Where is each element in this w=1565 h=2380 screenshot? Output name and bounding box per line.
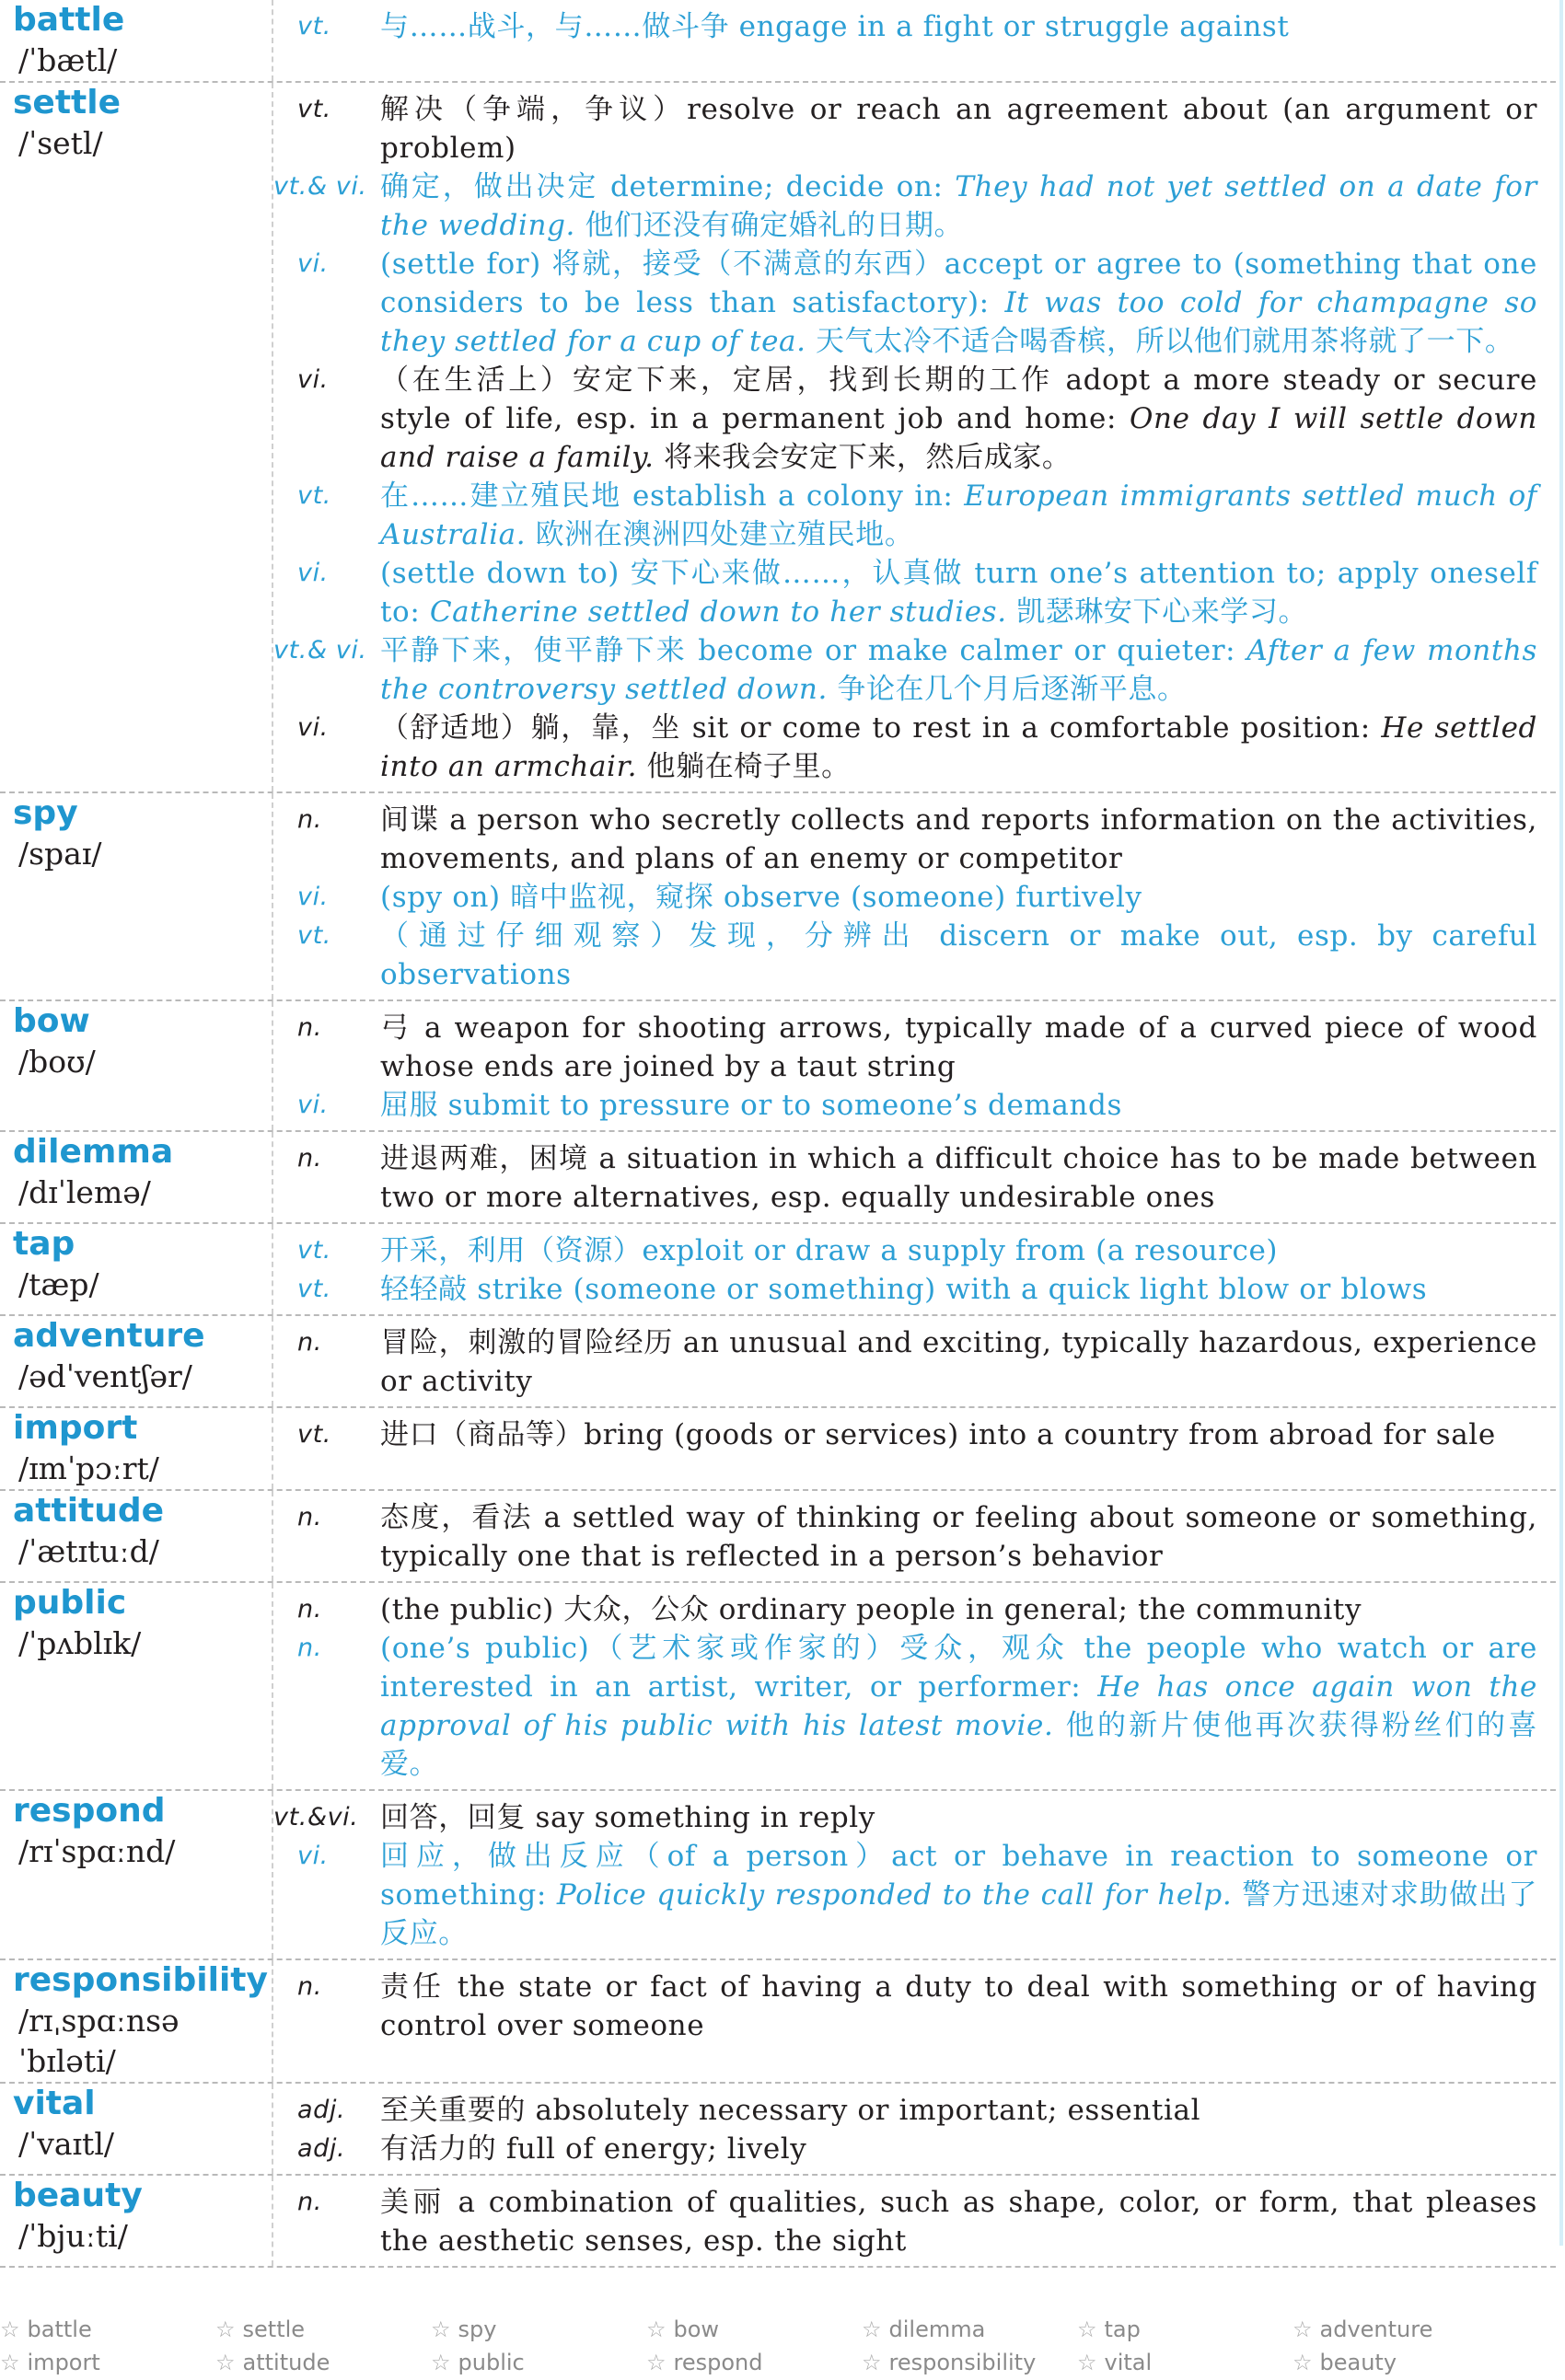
example-sentence: After a few months the controversy settled down. xyxy=(380,634,1537,706)
entry-vital xyxy=(0,2084,1556,2176)
part-of-speech: vt. xyxy=(297,1275,331,1303)
definition xyxy=(380,90,1537,168)
definition-text: 他的新片使他再次获得粉丝们的喜爱。 xyxy=(380,1709,1537,1781)
definition xyxy=(380,477,1537,554)
definition-text: (the public) 大众，公众 ordinary people in general; the community xyxy=(380,1593,1362,1626)
part-of-speech: vt. xyxy=(297,921,331,950)
definition xyxy=(380,1270,1537,1309)
definition-text: (spy on) 暗中监视，窥探 observe (someone) furtively xyxy=(380,881,1142,914)
definition-text: 屈服 submit to pressure or to someone’s demands xyxy=(380,1089,1122,1122)
star-icon: ☆ xyxy=(646,2350,667,2375)
entry-settle xyxy=(0,83,1556,793)
review-word-label: bow xyxy=(673,2316,720,2342)
sense-row xyxy=(273,1968,1537,2045)
definition-text: 有活力的 full of energy; lively xyxy=(380,2132,807,2166)
review-word-responsibility xyxy=(862,2348,1077,2377)
definition-text: 在……建立殖民地 establish a colony in: xyxy=(380,479,965,513)
definition xyxy=(380,801,1537,878)
review-word-label: tap xyxy=(1104,2316,1141,2342)
definition xyxy=(380,1415,1537,1454)
part-of-speech: vi. xyxy=(297,883,329,911)
star-icon: ☆ xyxy=(1077,2316,1097,2342)
definition xyxy=(380,168,1537,245)
sense-row xyxy=(273,245,1537,361)
sense-row xyxy=(273,477,1537,554)
definition xyxy=(380,2091,1537,2130)
part-of-speech: n. xyxy=(297,1595,322,1623)
example-sentence: It was too cold for champagne so they settled for a cup of tea. xyxy=(380,286,1537,358)
phonetic: /ɪmˈpɔːrt/ xyxy=(18,1450,159,1486)
review-word-public xyxy=(431,2348,646,2377)
definition-text: 欧洲在澳洲四处建立殖民地。 xyxy=(526,518,914,551)
review-word-bow xyxy=(646,2315,862,2344)
sense-list xyxy=(273,1224,1556,1314)
page-edge-rule xyxy=(1559,0,1563,2246)
sense-list xyxy=(273,1316,1556,1406)
part-of-speech: vt. xyxy=(297,481,331,510)
phonetic: /rɪˈspɑːnd/ xyxy=(18,1833,176,1869)
review-word-label: vital xyxy=(1104,2350,1153,2375)
definition xyxy=(380,1231,1537,1270)
definition-text: 平静下来，使平静下来 become or make calmer or quieter: xyxy=(380,634,1247,667)
headword: dilemma xyxy=(13,1133,174,1171)
part-of-speech: n. xyxy=(297,2188,322,2216)
definition-text: 美丽 a combination of qualities, such as shape, color, or form, that pleases the aesthetic senses, esp. the sight xyxy=(380,2186,1537,2258)
definition-text: 至关重要的 absolutely necessary or important; essential xyxy=(380,2094,1201,2127)
review-word-beauty xyxy=(1293,2348,1508,2377)
definition xyxy=(380,1323,1537,1401)
example-sentence: They had not yet settled on a date for the wedding. xyxy=(380,170,1537,242)
star-icon: ☆ xyxy=(1077,2350,1097,2375)
star-icon: ☆ xyxy=(1293,2350,1313,2375)
phonetic: /ˈvaɪtl/ xyxy=(18,2126,114,2162)
review-word-settle xyxy=(215,2315,431,2344)
definition-text: 凯瑟琳安下心来学习。 xyxy=(1006,595,1308,629)
headword-block xyxy=(0,1001,273,1130)
review-word-tap xyxy=(1077,2315,1293,2344)
definition-text: 将来我会安定下来，然后成家。 xyxy=(654,441,1072,474)
sense-row xyxy=(273,878,1537,917)
sense-row xyxy=(273,1270,1537,1309)
review-word-label: dilemma xyxy=(888,2316,986,2342)
sense-row xyxy=(273,1498,1537,1576)
definition xyxy=(380,7,1537,46)
headword-block xyxy=(0,1408,273,1489)
sense-row xyxy=(273,2183,1537,2260)
part-of-speech: vt. xyxy=(297,1236,331,1265)
review-word-label: import xyxy=(27,2350,100,2375)
headword-block xyxy=(0,1583,273,1789)
headword-block xyxy=(0,1791,273,1958)
part-of-speech: vt.&vi. xyxy=(273,1803,359,1831)
headword: attitude xyxy=(13,1492,165,1530)
definition-text: 回答，回复 say something in reply xyxy=(380,1801,875,1834)
review-word-respond xyxy=(646,2348,862,2377)
definition-text: 警方迅速对求助做出了反应。 xyxy=(380,1878,1538,1950)
part-of-speech: adj. xyxy=(297,2134,346,2163)
definition-text: (settle for) 将就，接受（不满意的东西）accept or agree to (something that one considers to be less than satisfactory): xyxy=(380,248,1537,319)
entry-spy xyxy=(0,793,1556,1001)
review-word-label: attitude xyxy=(242,2350,330,2375)
sense-list xyxy=(273,1408,1556,1489)
sense-row xyxy=(273,2130,1537,2168)
part-of-speech: n. xyxy=(297,1634,322,1662)
phonetic: /ˈsetl/ xyxy=(18,125,103,161)
definition xyxy=(380,1968,1537,2045)
part-of-speech: n. xyxy=(297,805,322,834)
definition-text: 他们还没有确定婚礼的日期。 xyxy=(574,209,964,242)
star-icon: ☆ xyxy=(0,2350,20,2375)
entry-attitude xyxy=(0,1491,1556,1583)
definition xyxy=(380,1629,1537,1784)
headword-block xyxy=(0,1960,273,2082)
definition-text: (settle down to) 安下心来做……，认真做 turn one’s attention to; apply oneself to: xyxy=(380,557,1537,629)
definition xyxy=(380,1837,1537,1953)
review-word-attitude xyxy=(215,2348,431,2377)
entry-beauty xyxy=(0,2176,1556,2268)
definition xyxy=(380,2130,1537,2168)
phonetic: /ˈbjuːti/ xyxy=(18,2218,128,2254)
sense-row xyxy=(273,917,1537,994)
headword-block xyxy=(0,83,273,791)
headword: respond xyxy=(13,1792,166,1830)
sense-row xyxy=(273,1086,1537,1125)
headword-block xyxy=(0,2176,273,2266)
example-sentence: He has once again won the approval of his public with his latest movie. xyxy=(380,1670,1537,1742)
review-word-label: battle xyxy=(27,2316,92,2342)
sense-list xyxy=(273,1583,1556,1789)
headword: settle xyxy=(13,84,122,121)
definition xyxy=(380,631,1537,709)
phonetic: /dɪˈlemə/ xyxy=(18,1174,151,1210)
definition xyxy=(380,917,1537,994)
headword-block xyxy=(0,1316,273,1406)
entry-tap xyxy=(0,1224,1556,1316)
sense-row xyxy=(273,1323,1537,1401)
part-of-speech: n. xyxy=(297,1328,322,1357)
part-of-speech: vt. xyxy=(297,95,331,123)
definition xyxy=(380,1009,1537,1086)
definition-text: (one’s public)（艺术家或作家的）受众，观众 the people who watch or are interested in an artist, writer, or performer: xyxy=(380,1632,1537,1704)
sense-row xyxy=(273,1798,1537,1837)
sense-row xyxy=(273,7,1537,46)
sense-row xyxy=(273,1231,1537,1270)
definition xyxy=(380,2183,1537,2260)
part-of-speech: n. xyxy=(297,1013,322,1042)
definition xyxy=(380,361,1537,477)
sense-row xyxy=(273,1009,1537,1086)
definition xyxy=(380,245,1537,361)
review-word-vital xyxy=(1077,2348,1293,2377)
star-icon: ☆ xyxy=(862,2316,882,2342)
sense-list xyxy=(273,1791,1556,1958)
definition xyxy=(380,554,1537,631)
star-icon: ☆ xyxy=(862,2350,882,2375)
definition-text: 责任 the state or fact of having a duty to deal with something or of having control over someone xyxy=(380,1970,1537,2042)
review-word-label: public xyxy=(458,2350,525,2375)
sense-row xyxy=(273,801,1537,878)
part-of-speech: vi. xyxy=(297,249,329,278)
entry-import xyxy=(0,1408,1556,1491)
review-word-label: beauty xyxy=(1319,2350,1397,2375)
definition-text: 解决（争端，争议）resolve or reach an agreement about (an argument or problem) xyxy=(380,93,1537,165)
headword-block xyxy=(0,0,273,81)
star-icon: ☆ xyxy=(215,2350,236,2375)
star-icon: ☆ xyxy=(215,2316,236,2342)
definition xyxy=(380,1498,1537,1576)
entry-bow xyxy=(0,1001,1556,1132)
review-word-spy xyxy=(431,2315,646,2344)
entry-adventure xyxy=(0,1316,1556,1408)
phonetic: /ˈbætl/ xyxy=(18,42,118,78)
entry-dilemma xyxy=(0,1132,1556,1224)
sense-list xyxy=(273,83,1556,791)
definition-text: 天气太冷不适合喝香槟，所以他们就用茶将就了一下。 xyxy=(806,325,1514,358)
part-of-speech: adj. xyxy=(297,2096,346,2124)
sense-list xyxy=(273,2176,1556,2266)
part-of-speech: n. xyxy=(297,1503,322,1531)
example-sentence: European immigrants settled much of Australia. xyxy=(380,479,1537,551)
sense-row xyxy=(273,90,1537,168)
review-word-label: adventure xyxy=(1319,2316,1433,2342)
phonetic: /tæp/ xyxy=(18,1266,99,1302)
example-sentence: Catherine settled down to her studies. xyxy=(429,595,1007,629)
headword: vital xyxy=(13,2085,96,2122)
phonetic: /rɪˌspɑːnsəˈbɪləti/ xyxy=(18,2003,180,2079)
definition xyxy=(380,709,1537,786)
review-word-import xyxy=(0,2348,215,2377)
definition-text: （通过仔细观察）发现，分辨出 discern or make out, esp. by careful observations xyxy=(380,919,1537,991)
definition-text: 间谍 a person who secretly collects and reports information on the activities, movements, and plans of an enemy or competitor xyxy=(380,803,1537,875)
star-icon: ☆ xyxy=(0,2316,20,2342)
headword: public xyxy=(13,1584,127,1622)
headword-block xyxy=(0,2084,273,2174)
example-sentence: He settled into an armchair. xyxy=(380,711,1537,783)
definition-text: 冒险，刺激的冒险经历 an unusual and exciting, typically hazardous, experience or activity xyxy=(380,1326,1537,1398)
star-icon: ☆ xyxy=(646,2316,667,2342)
phonetic: /boʊ/ xyxy=(18,1044,96,1080)
sense-row xyxy=(273,1415,1537,1454)
sense-list xyxy=(273,793,1556,999)
part-of-speech: vi. xyxy=(297,1091,329,1119)
headword: adventure xyxy=(13,1317,205,1355)
review-word-label: responsibility xyxy=(888,2350,1037,2375)
definition-text: 轻轻敲 strike (someone or something) with a quick light blow or blows xyxy=(380,1273,1428,1306)
example-sentence: Police quickly responded to the call for help. xyxy=(556,1878,1233,1912)
sense-row xyxy=(273,361,1537,477)
headword: responsibility xyxy=(13,1961,268,1999)
entry-public xyxy=(0,1583,1556,1791)
review-word-label: spy xyxy=(458,2316,497,2342)
star-icon: ☆ xyxy=(431,2316,451,2342)
review-word-adventure xyxy=(1293,2315,1508,2344)
example-sentence: One day I will settle down and raise a family. xyxy=(380,402,1537,474)
sense-list xyxy=(273,2084,1556,2174)
entry-responsibility xyxy=(0,1960,1556,2084)
phonetic: /spaɪ/ xyxy=(18,836,102,872)
definition-text: 开采，利用（资源）exploit or draw a supply from (a resource) xyxy=(380,1234,1279,1267)
sense-row xyxy=(273,1139,1537,1217)
part-of-speech: vi. xyxy=(297,1842,329,1870)
star-icon: ☆ xyxy=(431,2350,451,2375)
sense-row xyxy=(273,168,1537,245)
headword-block xyxy=(0,1224,273,1314)
phonetic: /ədˈventʃər/ xyxy=(18,1358,192,1394)
review-word-battle xyxy=(0,2315,215,2344)
definition-text: （在生活上）安定下来，定居，找到长期的工作 adopt a more steady or secure style of life, esp. in a permanent job and home: xyxy=(380,364,1537,435)
part-of-speech: vt. xyxy=(297,12,331,40)
definition-text: 弓 a weapon for shooting arrows, typically made of a curved piece of wood whose ends are joined by a taut string xyxy=(380,1011,1537,1083)
sense-list xyxy=(273,0,1556,81)
sense-row xyxy=(273,1837,1537,1953)
part-of-speech: vt. xyxy=(297,1420,331,1449)
part-of-speech: vt.& vi. xyxy=(273,636,367,664)
headword: battle xyxy=(13,1,125,39)
sense-row xyxy=(273,554,1537,631)
review-word-label: settle xyxy=(242,2316,306,2342)
sense-list xyxy=(273,1960,1556,2082)
definition-text: 与……战斗，与……做斗争 engage in a fight or struggle against xyxy=(380,10,1290,43)
definition-text: （舒适地）躺，靠，坐 sit or come to rest in a comfortable position: xyxy=(380,711,1382,745)
definition xyxy=(380,1590,1537,1629)
review-word-list xyxy=(0,2315,1565,2377)
phonetic: /ˈætɪtuːd/ xyxy=(18,1533,159,1569)
definition-text: 态度，看法 a settled way of thinking or feeling about someone or something, typically one that is reflected in a person’s behavior xyxy=(380,1501,1537,1573)
entry-battle xyxy=(0,0,1556,83)
definition xyxy=(380,1798,1537,1837)
sense-row xyxy=(273,1590,1537,1629)
headword-block xyxy=(0,1491,273,1581)
definition-text: 确定，做出决定 determine; decide on: xyxy=(380,170,956,203)
phonetic: /ˈpʌblɪk/ xyxy=(18,1625,142,1661)
review-word-dilemma xyxy=(862,2315,1077,2344)
part-of-speech: vi. xyxy=(297,559,329,587)
sense-row xyxy=(273,631,1537,709)
definition-text: 进退两难，困境 a situation in which a difficult choice has to be made between two or more alternatives, esp. equally undesirable ones xyxy=(380,1142,1537,1214)
definition xyxy=(380,1086,1537,1125)
entry-respond xyxy=(0,1791,1556,1960)
headword: import xyxy=(13,1409,138,1447)
part-of-speech: vt.& vi. xyxy=(273,172,367,201)
sense-row xyxy=(273,1629,1537,1784)
star-icon: ☆ xyxy=(1293,2316,1313,2342)
sense-row xyxy=(273,2091,1537,2130)
review-word-label: respond xyxy=(673,2350,763,2375)
definition xyxy=(380,1139,1537,1217)
part-of-speech: vi. xyxy=(297,365,329,394)
definition-text: 争论在几个月后逐渐平息。 xyxy=(827,673,1187,706)
headword: beauty xyxy=(13,2177,143,2214)
headword-block xyxy=(0,793,273,999)
headword: spy xyxy=(13,794,78,832)
part-of-speech: vi. xyxy=(297,713,329,742)
headword: tap xyxy=(13,1225,75,1263)
headword: bow xyxy=(13,1002,90,1040)
definition xyxy=(380,878,1537,917)
sense-list xyxy=(273,1001,1556,1130)
sense-list xyxy=(273,1491,1556,1581)
definition-text: 进口（商品等）bring (goods or services) into a country from abroad for sale xyxy=(380,1418,1496,1451)
part-of-speech: n. xyxy=(297,1972,322,2001)
definition-text: 他躺在椅子里。 xyxy=(637,750,851,783)
sense-list xyxy=(273,1132,1556,1222)
headword-block xyxy=(0,1132,273,1222)
part-of-speech: n. xyxy=(297,1144,322,1173)
sense-row xyxy=(273,709,1537,786)
definition-text: 回应，做出反应（of a person）act or behave in reaction to someone or something: xyxy=(380,1840,1537,1912)
